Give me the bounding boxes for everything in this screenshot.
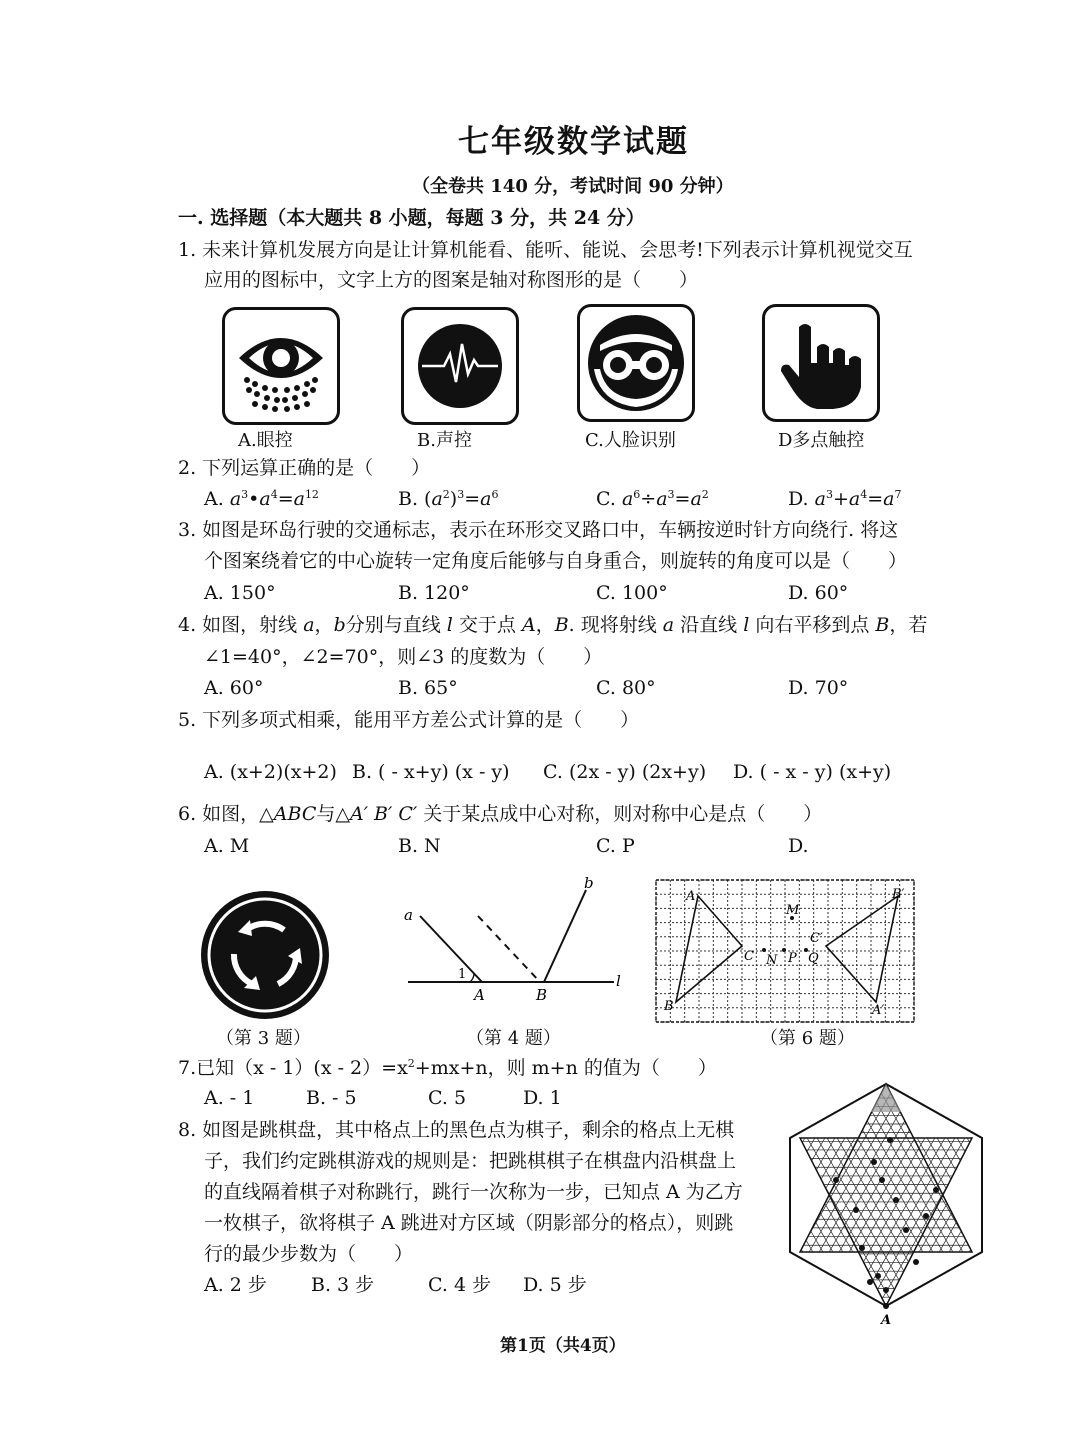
- q5-option-c: C. (2x - y) (2x+y): [543, 761, 707, 783]
- q4-option-d: D. 70°: [788, 677, 849, 699]
- roundabout-sign-figure: [198, 888, 332, 1022]
- q4-var-a: a: [303, 614, 315, 636]
- q8-line4: 一枚棋子，欲将棋子 A 跳进对方区域（阴影部分的格点），则跳: [204, 1212, 734, 1234]
- q3-option-a: A. 150°: [204, 582, 276, 604]
- q6-text-2: 与: [316, 803, 336, 825]
- q5-option-d: D. ( - x - y) (x+y): [733, 761, 892, 783]
- q4-text-5: ，: [535, 614, 555, 636]
- q2-option-a: A. $a^3•a^4=a^{12}$: [204, 488, 319, 510]
- fig6-label-M: M: [786, 903, 800, 918]
- fig4-label-A: A: [474, 986, 485, 1004]
- fig4-label-1: 1: [458, 967, 467, 982]
- q7-option-d: D. 1: [523, 1087, 562, 1109]
- section-heading: 一. 选择题（本大题共 8 小题，每题 3 分，共 24 分）: [178, 207, 645, 229]
- fig6-label-B-prime: B′: [892, 887, 905, 902]
- q3-option-d: D. 60°: [788, 582, 849, 604]
- q8-line5: 行的最少步数为（ ）: [204, 1243, 414, 1265]
- q6-option-d: D.: [788, 835, 809, 857]
- q5-option-a: A. (x+2)(x+2): [204, 761, 337, 783]
- fig6-label-Q: Q: [808, 951, 819, 966]
- q8-option-b: B. 3 步: [311, 1274, 375, 1296]
- q3-option-b: B. 120°: [398, 582, 470, 604]
- q4-line2: ∠1=40°，∠2=70°，则∠3 的度数为（ ）: [204, 646, 603, 668]
- q1-caption-d: D多点触控: [778, 430, 865, 451]
- q4-option-a: A. 60°: [204, 677, 264, 699]
- q7-exponent: 2: [407, 1057, 415, 1070]
- q5-stem: 5. 下列多项式相乘，能用平方差公式计算的是（ ）: [178, 709, 640, 731]
- grid-triangles-figure: [654, 878, 916, 1024]
- q7-stem: [178, 1056, 717, 1080]
- q6-option-c: C. P: [596, 835, 635, 857]
- fig6-label-C-prime: C′: [810, 931, 823, 946]
- q1-caption-a: A.眼控: [238, 430, 293, 451]
- q4-line1: [178, 613, 927, 637]
- q2-stem: 2. 下列运算正确的是（ ）: [178, 457, 431, 479]
- q8-option-a: A. 2 步: [204, 1274, 267, 1296]
- rays-figure: [398, 876, 634, 1006]
- q8-option-c: C. 4 步: [428, 1274, 492, 1296]
- q4-text-2: ，: [314, 614, 334, 636]
- q7-option-b: B. - 5: [306, 1087, 357, 1109]
- q6-text-1: 6. 如图，: [178, 803, 260, 825]
- q6-text-3: 关于某点成中心对称，则对称中心是点（ ）: [417, 803, 823, 825]
- q4-var-l: l: [446, 614, 453, 636]
- q4-var-b: b: [333, 614, 346, 636]
- checkers-board-figure: [786, 1080, 986, 1330]
- q2-option-d-label: D.: [788, 488, 809, 510]
- eye-icon: [222, 307, 340, 425]
- fig6-label-C: C: [744, 949, 754, 964]
- fig6-label-B: B: [664, 999, 674, 1014]
- fig4-label-l: l: [616, 972, 621, 990]
- q4-var-B2: B: [875, 614, 890, 636]
- q4-var-l2: l: [743, 614, 750, 636]
- page-footer: 第1页（共4页）: [500, 1336, 626, 1356]
- fig4-label-B: B: [536, 986, 548, 1004]
- q4-text-9: ，若: [889, 614, 928, 636]
- q4-option-b: B. 65°: [398, 677, 458, 699]
- q4-text-7: 沿直线: [674, 614, 744, 636]
- q6-option-a: A. M: [204, 835, 250, 857]
- fig6-label-A-prime: A′: [872, 1003, 885, 1018]
- q7-option-a: A. - 1: [204, 1087, 255, 1109]
- q8-line2: 子，我们约定跳棋游戏的规则是：把跳棋棋子在棋盘内沿棋盘上: [204, 1150, 737, 1172]
- page-title: 七年级数学试题: [458, 124, 689, 160]
- q2-option-c: C. $a^6\div a^3=a^2$: [596, 488, 709, 510]
- q2-option-d: D. $a^3+a^4=a^7$: [788, 488, 902, 510]
- face-recognition-icon: [577, 304, 695, 422]
- q8-option-d: D. 5 步: [523, 1274, 587, 1296]
- q3-line2: 个图案绕着它的中心旋转一定角度后能够与自身重合，则旋转的角度可以是（ ）: [204, 550, 908, 572]
- q7-text-2: +mx+n，则 m+n 的值为（ ）: [414, 1057, 717, 1079]
- q6-triangle-abc: △ABC: [259, 803, 317, 825]
- fig4-label-a: a: [404, 906, 413, 924]
- q6-stem: [178, 802, 822, 826]
- q2-option-c-label: C.: [596, 488, 616, 510]
- q1-line1: 1. 未来计算机发展方向是让计算机能看、能听、能说、会思考!下列表示计算机视觉交互: [178, 239, 913, 261]
- q7-text-1: 7.已知（x - 1）(x - 2）=x: [178, 1057, 408, 1079]
- q2-option-a-label: A.: [204, 488, 224, 510]
- q4-text-3: 分别与直线: [345, 614, 447, 636]
- fig6-label-A: A: [686, 889, 696, 904]
- figure-6-caption: （第 6 题）: [760, 1028, 855, 1049]
- q4-text-6: . 现将射线: [568, 614, 663, 636]
- fig8-label-A: A: [881, 1313, 892, 1328]
- fig4-label-b: b: [584, 876, 594, 892]
- exam-info: （全卷共 140 分，考试时间 90 分钟）: [412, 176, 734, 197]
- q1-caption-b: B.声控: [417, 430, 472, 451]
- touch-hand-icon: [762, 304, 880, 422]
- q4-var-a2: a: [662, 614, 675, 636]
- q2-option-b-label: B.: [398, 488, 419, 510]
- q2-option-b: B. $(a^2)^3=a^6$: [398, 488, 499, 510]
- q1-line2: 应用的图标中，文字上方的图案是轴对称图形的是（ ）: [204, 269, 699, 291]
- q3-line1: 3. 如图是环岛行驶的交通标志，表示在环形交叉路口中，车辆按逆时针方向绕行. 将这: [178, 519, 899, 541]
- q5-option-b: B. ( - x+y) (x - y): [352, 761, 510, 783]
- q4-text-4: 交于点: [452, 614, 522, 636]
- q4-text-8: 向右平移到点: [749, 614, 876, 636]
- q4-option-c: C. 80°: [596, 677, 656, 699]
- q6-triangle-abc-prime: △A′ B′ C′: [335, 803, 418, 825]
- fig6-label-P: P: [788, 951, 797, 966]
- q6-option-b: B. N: [398, 835, 441, 857]
- q7-option-c: C. 5: [428, 1087, 467, 1109]
- q4-var-B: B: [554, 614, 569, 636]
- q3-option-c: C. 100°: [596, 582, 668, 604]
- q1-caption-c: C.人脸识别: [585, 430, 676, 451]
- figure-4-caption: （第 4 题）: [466, 1028, 561, 1049]
- q8-line3: 的直线隔着棋子对称跳行，跳行一次称为一步，已知点 A 为乙方: [204, 1181, 743, 1203]
- waveform-icon: [401, 307, 519, 425]
- fig6-label-N: N: [766, 953, 778, 968]
- q4-text-1: 4. 如图，射线: [178, 614, 304, 636]
- figure-3-caption: （第 3 题）: [216, 1028, 311, 1049]
- q4-var-A: A: [521, 614, 536, 636]
- q8-line1: 8. 如图是跳棋盘，其中格点上的黑色点为棋子，剩余的格点上无棋: [178, 1119, 735, 1141]
